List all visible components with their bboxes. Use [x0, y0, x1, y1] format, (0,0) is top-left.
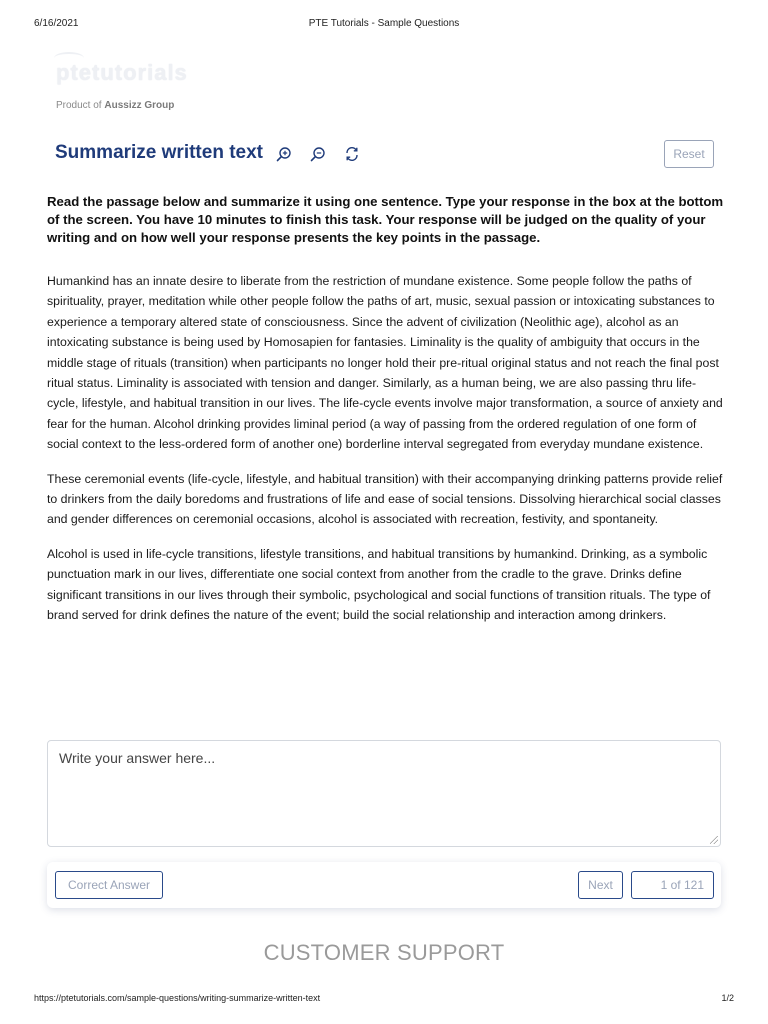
passage-paragraph: Alcohol is used in life-cycle transitions, lifestyle transitions, and habitual transitions by humankind. Drinking, as a symbolic punctuation mark in our lives, differentiate one social context from another from the cradle to the grave. Drinks define significant transitions in our lives through their symbolic, psychological and social functions of transition rituals. The type of brand served for drink defines the nature of the event; build the social relationship and interaction among drinkers.	[47, 546, 711, 623]
page-title: Summarize written text	[55, 142, 263, 163]
passage-paragraph: These ceremonial events (life-cycle, lifestyle, and habitual transition) with their accompanying drinking patterns provide relief to drinkers from the daily boredoms and frustrations of life and ease of social tensions. Dissolving hierarchical social classes and gender differences on ceremonial occasions, alcohol is associated with recreation, festivity, and spontaneity.	[47, 471, 723, 527]
logo-mark-icon: ptetutorials	[56, 60, 188, 85]
next-button[interactable]: Next	[578, 871, 623, 899]
customer-support-heading: CUSTOMER SUPPORT	[263, 940, 505, 965]
toolbar	[273, 143, 363, 165]
print-date: 6/16/2021	[34, 18, 79, 29]
print-title: PTE Tutorials - Sample Questions	[308, 18, 460, 29]
product-brand: Aussizz Group	[104, 100, 175, 111]
answer-textarea[interactable]	[47, 740, 721, 847]
product-of-prefix: Product of	[56, 100, 105, 111]
resize-grip-icon[interactable]	[710, 836, 718, 844]
question-nav-panel	[47, 862, 721, 908]
zoom-in-icon[interactable]	[273, 143, 295, 165]
zoom-out-icon[interactable]	[307, 143, 329, 165]
correct-answer-button[interactable]: Correct Answer	[55, 871, 163, 899]
print-header	[34, 18, 734, 32]
logo[interactable]	[54, 44, 194, 114]
print-page-number: 1/2	[721, 993, 734, 1003]
title-row	[55, 140, 714, 170]
product-of-label	[56, 100, 174, 111]
answer-placeholder: Write your answer here...	[59, 750, 216, 766]
reset-button[interactable]: Reset	[664, 140, 714, 168]
passage-paragraph: Humankind has an innate desire to liberate from the restriction of mundane existence. Some people follow the paths of spirituality, prayer, meditation while other people follow the paths of art, music, sexual passion or intoxicating substances to experience a temporary altered state of consciousness. Since the advent of civilization (Neolithic age), alcohol as an intoxicating substance is being used by Homosapien for fantasies. Liminality is the quality of ambiguity that occurs in the middle stage of rituals (transition) when participants no longer hold their pre-ritual original status and not reach the final post ritual status. Liminality is associated with tension and danger. Similarly, as a human being, we are also passing thru life-cycle, lifestyle, and habitual transition in our lives. The life-cycle events involve major transformation, a source of anxiety and fear for the human. Alcohol drinking provides liminal period (a way of passing from the ordered regulation of one form of social context to the less-ordered form of another one) borderline interval segregated from everyday mundane existence.	[47, 274, 723, 452]
print-footer	[34, 993, 734, 1007]
instructions-text: Read the passage below and summarize it using one sentence. Type your response in the box at the bottom of the screen. You have 10 minutes to finish this task. Your response will be judged on the quality of your writing and on how well your response presents the key points in the passage.	[47, 194, 724, 245]
reading-passage	[47, 271, 727, 640]
question-counter[interactable]: 1 of 121	[631, 871, 714, 899]
refresh-icon[interactable]	[341, 143, 363, 165]
print-url: https://ptetutorials.com/sample-questions/writing-summarize-written-text	[34, 993, 321, 1003]
